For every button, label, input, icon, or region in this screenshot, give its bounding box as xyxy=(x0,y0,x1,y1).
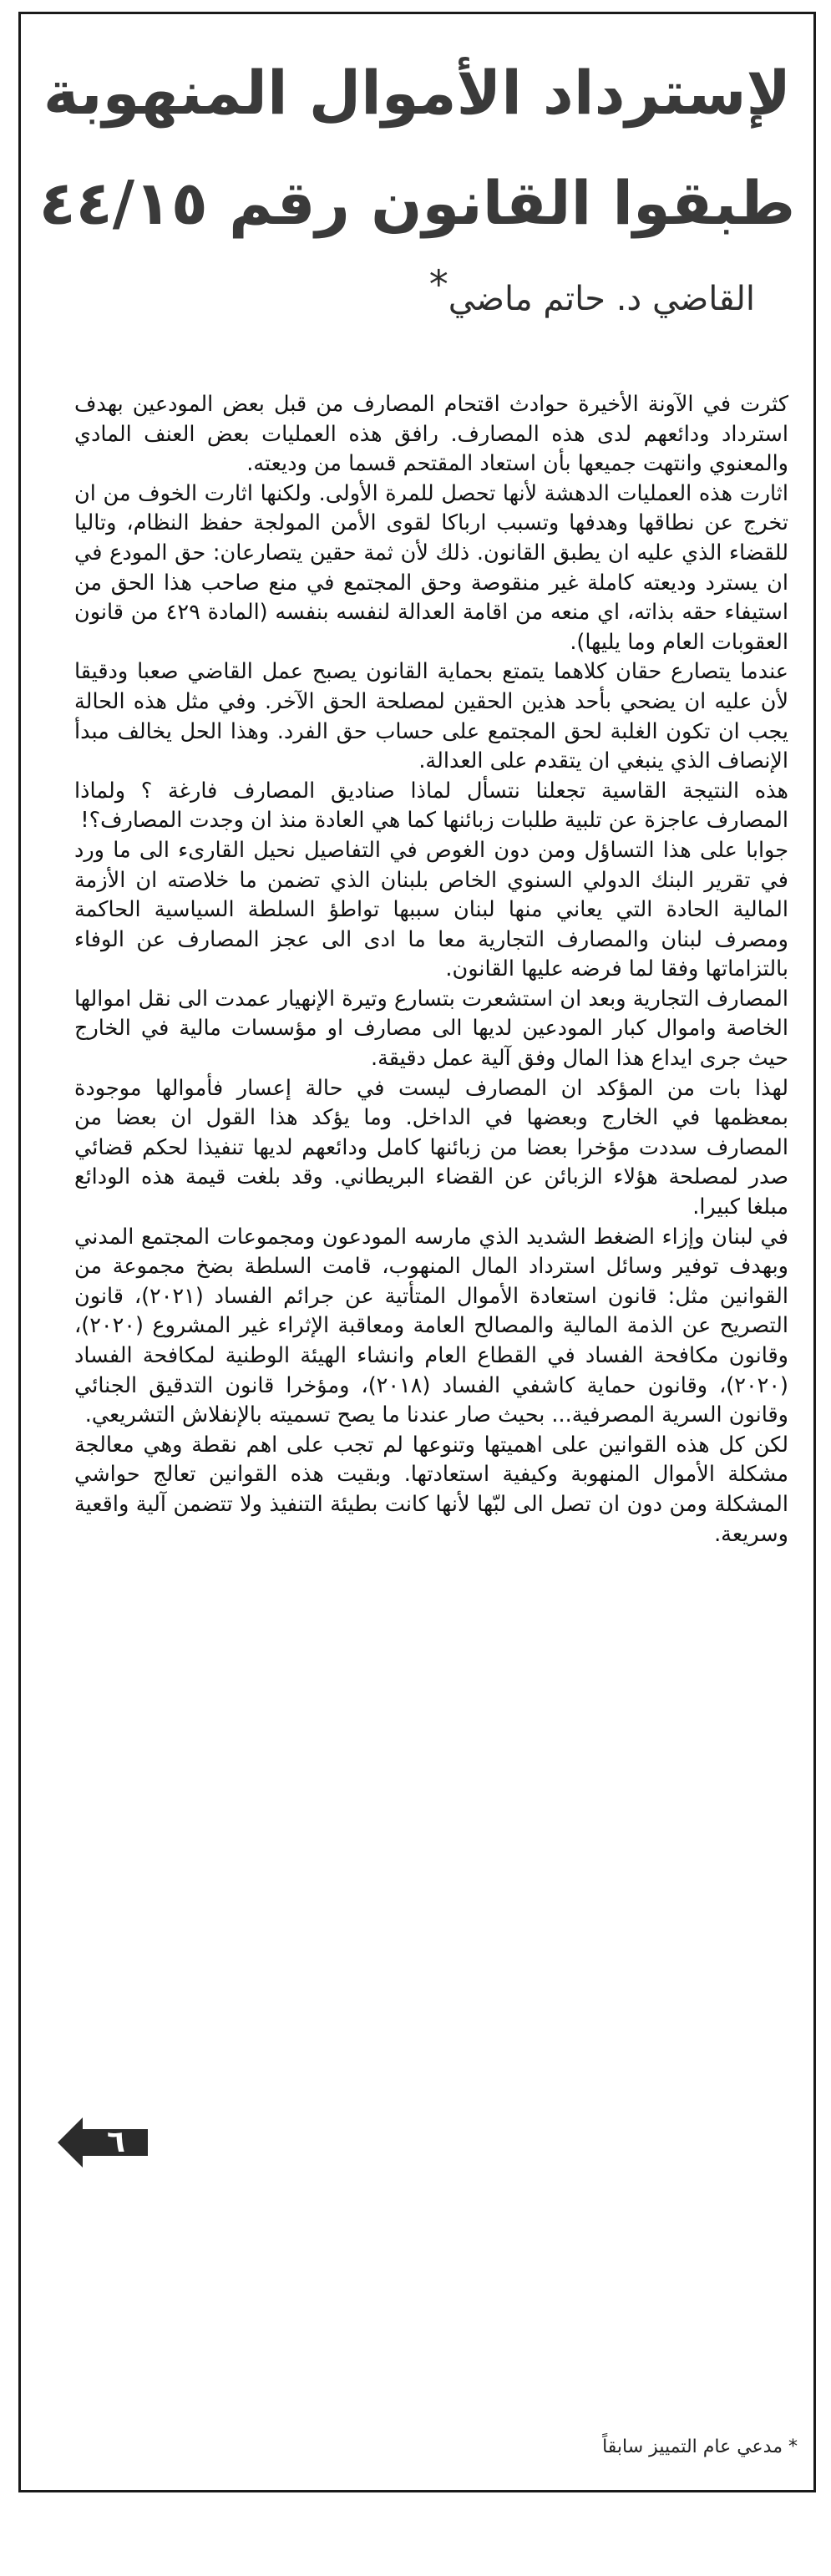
headline xyxy=(21,38,813,258)
paragraph: عندما يتصارع حقان كلاهما يتمتع بحماية القانون يصبح عمل القاضي صعبا ودقيقا لأن عليه ان يضحي بأحد هذين الحقين لمصلحة الحق الآخر. وفي مثل هذه الحالة يجب ان تكون الغلبة لحق المجتمع على حساب حق الفرد. وهذا الحل يخالف مبدأ الإنصاف الذي ينبغي ان يتقدم على العدالة. xyxy=(74,659,788,774)
headline-line-2: طبقوا القانون رقم ٤٤/١٥ xyxy=(38,168,796,238)
paragraph: المصارف التجارية وبعد ان استشعرت بتسارع وتيرة الإنهيار عمدت الى نقل اموالها الخاصة واموال كبار المودعين لديها الى مصارف او مؤسسات مالية في الخارج حيث جرى ايداع هذا المال وفق آلية عمل دقيقة. xyxy=(74,986,788,1072)
paragraph: لهذا بات من المؤكد ان المصارف ليست في حالة إعسار فأموالها موجودة بمعظمها في الخارج وبعضها في الداخل. وما يؤكد هذا القول ان بعضا من المصارف سددت مؤخرا بعضا من زبائنها كامل ودائعهم لديها تنفيذا لحكم قضائي صدر لمصلحة هؤلاء الزبائن عن القضاء البريطاني. وقد بلغت قيمة هذه الودائع مبلغا كبيرا. xyxy=(74,1075,788,1220)
author-name: القاضي د. حاتم ماضي xyxy=(448,280,755,318)
paragraph: هذه النتيجة القاسية تجعلنا نتسأل لماذا صناديق المصارف فارغة ؟ ولماذا المصارف عاجزة عن تلبية طلبات زبائنها كما هي العادة منذ ان وجدت المصارف؟! xyxy=(74,778,788,834)
paragraph: لكن كل هذه القوانين على اهميتها وتنوعها لم تجب على اهم نقطة وهي معالجة مشكلة الأموال المنهوبة وكيفية استعادتها. وبقيت هذه القوانين تعالج حواشي المشكلة ومن دون ان تصل الى لبّها لأنها كانت بطيئة التنفيذ ولا تتضمن آلية واقعية وسريعة. xyxy=(74,1432,788,1547)
continuation-arrow[interactable] xyxy=(58,2116,149,2169)
paragraph: في لبنان وإزاء الضغط الشديد الذي مارسه المودعون ومجموعات المجتمع المدني وبهدف توفير وسائل استرداد المال المنهوب، قامت السلطة بضخ مجموعة من القوانين مثل: قانون استعادة الأموال المتأتية عن جرائم الفساد (٢٠٢١)، قانون التصريح عن الذمة المالية والمصالح العامة ومعاقبة الإثراء غير المشروع (٢٠٢٠)، وقانون مكافحة الفساد في القطاع العام وانشاء الهيئة الوطنية لمكافحة الفساد (٢٠٢٠)، وقانون حماية كاشفي الفساد (٢٠١٨)، ومؤخرا قانون التدقيق الجنائي وقانون السرية المصرفية... بحيث صار عندنا ما يصح تسميته بالإنفلاش التشريعي. xyxy=(74,1224,788,1428)
page-number: ٦ xyxy=(107,2125,125,2159)
footnote: * مدعي عام التمييز سابقاً xyxy=(602,2437,798,2457)
article-page xyxy=(18,12,816,2492)
headline-line-1: لإسترداد الأموال المنهوبة xyxy=(43,58,792,128)
footnote-marker: * xyxy=(428,261,448,307)
byline xyxy=(21,261,755,328)
paragraph: كثرت في الآونة الأخيرة حوادث اقتحام المصارف من قبل بعض المودعين بهدف استرداد ودائعهم لدى هذه المصارف. رافق هذه العمليات بعض العنف المادي والمعنوي وانتهت جميعها بأن استعاد المقتحم قسما من وديعته. xyxy=(74,392,788,477)
paragraph: جوابا على هذا التساؤل ومن دون الغوص في التفاصيل نحيل القارىء الى ما ورد في تقرير البنك الدولي السنوي الخاص بلبنان الذي تضمن ما خلاصته ان الأزمة المالية الحادة التي يعاني منها لبنان سببها تواطؤ السلطة السياسية الحاكمة ومصرف لبنان والمصارف التجارية معا ما ادى الى عجز المصارف عن الوفاء بالتزاماتها وفقا لما فرضه عليها القانون. xyxy=(74,837,788,982)
paragraph: اثارت هذه العمليات الدهشة لأنها تحصل للمرة الأولى. ولكنها اثارت الخوف من ان تخرج عن نطاقها وهدفها وتسبب ارباكا لقوى الأمن المولجة حفظ النظام، وتاليا للقضاء الذي عليه ان يطبق القانون. ذلك لأن ثمة حقين يتصارعان: حق المودع في ان يسترد وديعته كاملة غير منقوصة وحق المجتمع في منع صاحب هذا الحق من استيفاء حقه بذاته، اي منعه من اقامة العدالة لنفسه بنفسه (المادة ٤٢٩ من قانون العقوبات العام وما يليها). xyxy=(74,480,788,655)
article-body xyxy=(74,390,788,1549)
